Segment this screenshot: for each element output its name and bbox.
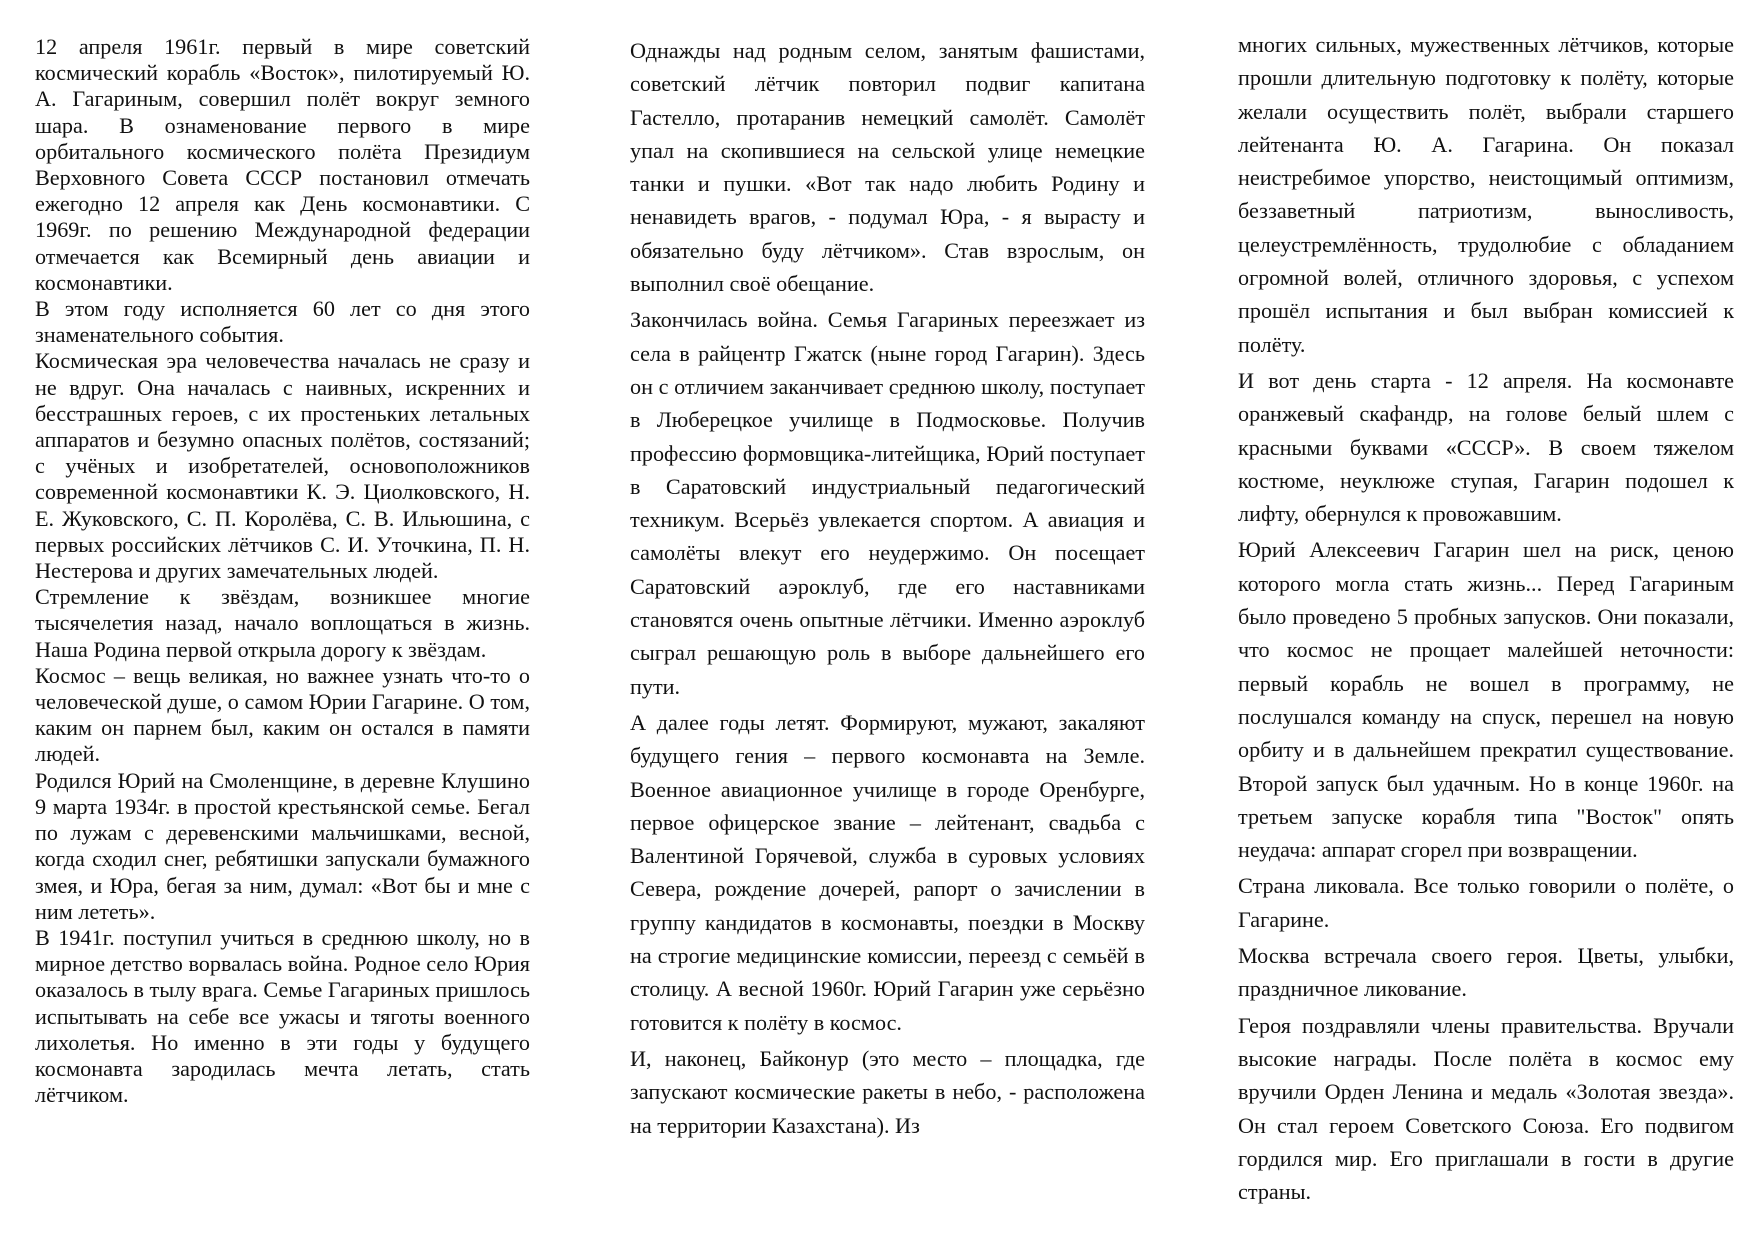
- paragraph: Страна ликовала. Все только говорили о полёте, о Гагарине.: [1238, 873, 1734, 932]
- paragraph: Однажды над родным селом, занятым фашистами, советский лётчик повторил подвиг капитана Гастелло, протаранив немецкий самолёт. Самолёт упал на скопившиеся на сельской улице немецкие танки и пушки. «Вот так надо любить Родину и ненавидеть врагов, - подумал Юра, - я вырасту и обязательно буду лётчиком». Став взрослым, он выполнил своё обещание.: [630, 38, 1145, 297]
- paragraph: И, наконец, Байконур (это место – площадка, где запускают космические ракеты в небо, - расположена на территории Казахстана). Из: [630, 1045, 1145, 1138]
- paragraph: И вот день старта - 12 апреля. На космонавте оранжевый скафандр, на голове белый шлем с красными буквами «СССР». В своем тяжелом костюме, неуклюже ступая, Гагарин подошел к лифту, обернулся к провожавшим.: [1238, 367, 1734, 527]
- paragraph: многих сильных, мужественных лётчиков, которые прошли длительную подготовку к полёту, которые желали осуществить полёт, выбрали старшего лейтенанта Ю. А. Гагарина. Он показал неистребимое упорство, неистощимый оптимизм, беззаветный патриотизм, выносливость, целеустремлённость, трудолюбие с обладанием огромной волей, отличного здоровья, с успехом прошёл испытания и был выбран комиссией к полёту.: [1238, 32, 1734, 357]
- paragraph: Родился Юрий на Смоленщине, в деревне Клушино 9 марта 1934г. в простой крестьянской семье. Бегал по лужам с деревенскими мальчишками, весной, когда сходил снег, ребятишки запускали бумажного змея, и Юра, бегая за ним, думал: «Вот бы и мне с ним лететь».: [35, 767, 530, 924]
- paragraph: Юрий Алексеевич Гагарин шел на риск, ценою которого могла стать жизнь... Перед Гагариным было проведено 5 пробных запусков. Они показали, что космос не прощает малейшей неточности: первый корабль не вошел в программу, не послушался команду на спуск, перешел на новую орбиту и в дальнейшем прекратил существование. Второй запуск был удачным. Но в конце 1960г. на третьем запуске корабля типа "Восток" опять неудача: аппарат сгорел при возвращении.: [1238, 537, 1734, 863]
- paragraph: В 1941г. поступил учиться в среднюю школу, но в мирное детство ворвалась война. Родное село Юрия оказалось в тылу врага. Семье Гагариных пришлось испытывать на себе все ужасы и тяготы военного лихолетья. Но именно в эти годы у будущего космонавта зародилась мечта летать, стать лётчиком.: [35, 924, 530, 1108]
- paragraph: А далее годы летят. Формируют, мужают, закаляют будущего гения – первого космонавта на Земле. Военное авиационное училище в городе Оренбурге, первое офицерское звание – лейтенант, свадьба с Валентиной Горячевой, служба в суровых условиях Севера, рождение дочерей, рапорт о зачислении в группу кандидатов в космонавты, поездки в Москву на строгие медицинские комиссии, переезд с семьёй в столицу. А весной 1960г. Юрий Гагарин уже серьёзно готовится к полёту в космос.: [630, 709, 1145, 1035]
- paragraph: В этом году исполняется 60 лет со дня этого знаменательного события.: [35, 296, 530, 348]
- paragraph: Стремление к звёздам, возникшее многие тысячелетия назад, начало воплощаться в жизнь. Наша Родина первой открыла дорогу к звёздам.: [35, 584, 530, 662]
- paragraph: Закончилась война. Семья Гагариных переезжает из села в райцентр Гжатск (ныне город Гагарин). Здесь он с отличием заканчивает среднюю школу, поступает в Люберецкое училище в Подмосковье. Получив профессию формовщика-литейщика, Юрий поступает в Саратовский индустриальный педагогический техникум. Всерьёз увлекается спортом. А авиация и самолёты влекут его неудержимо. Он посещает Саратовский аэроклуб, где его наставниками становятся очень опытные лётчики. Именно аэроклуб сыграл решающую роль в выборе дальнейшего его пути.: [630, 307, 1145, 699]
- paragraph: 12 апреля 1961г. первый в мире советский космический корабль «Восток», пилотируемый Ю. А. Гагариным, совершил полёт вокруг земного шара. В ознаменование первого в мире орбитального космического полёта Президиум Верховного Совета СССР постановил отмечать ежегодно 12 апреля как День космонавтики. С 1969г. по решению Международной федерации отмечается как Всемирный день авиации и космонавтики.: [35, 34, 530, 295]
- paragraph: Космическая эра человечества началась не сразу и не вдруг. Она началась с наивных, искренних и бесстрашных героев, с их простеньких летальных аппаратов и безумно опасных полётов, состязаний; с учёных и изобретателей, основоположников современной космонавтики К. Э. Циолковского, Н. Е. Жуковского, С. П. Королёва, С. В. Ильюшина, с первых российских лётчиков С. И. Уточкина, П. Н. Нестерова и других замечательных людей.: [35, 348, 530, 584]
- text-column-right: [1238, 28, 1734, 1211]
- paragraph: Героя поздравляли члены правительства. Вручали высокие награды. После полёта в космос ему вручили Орден Ленина и медаль «Золотая звезда». Он стал героем Советского Союза. Его подвигом гордился мир. Его приглашали в гости в другие страны.: [1238, 1012, 1734, 1205]
- text-column-left: [35, 34, 530, 1108]
- paragraph: Москва встречала своего героя. Цветы, улыбки, праздничное ликование.: [1238, 943, 1734, 1002]
- paragraph: Космос – вещь великая, но важнее узнать что-то о человеческой душе, о самом Юрии Гагарине. О том, каким он парнем был, каким он остался в памяти людей.: [35, 662, 530, 767]
- text-column-middle: [630, 34, 1145, 1145]
